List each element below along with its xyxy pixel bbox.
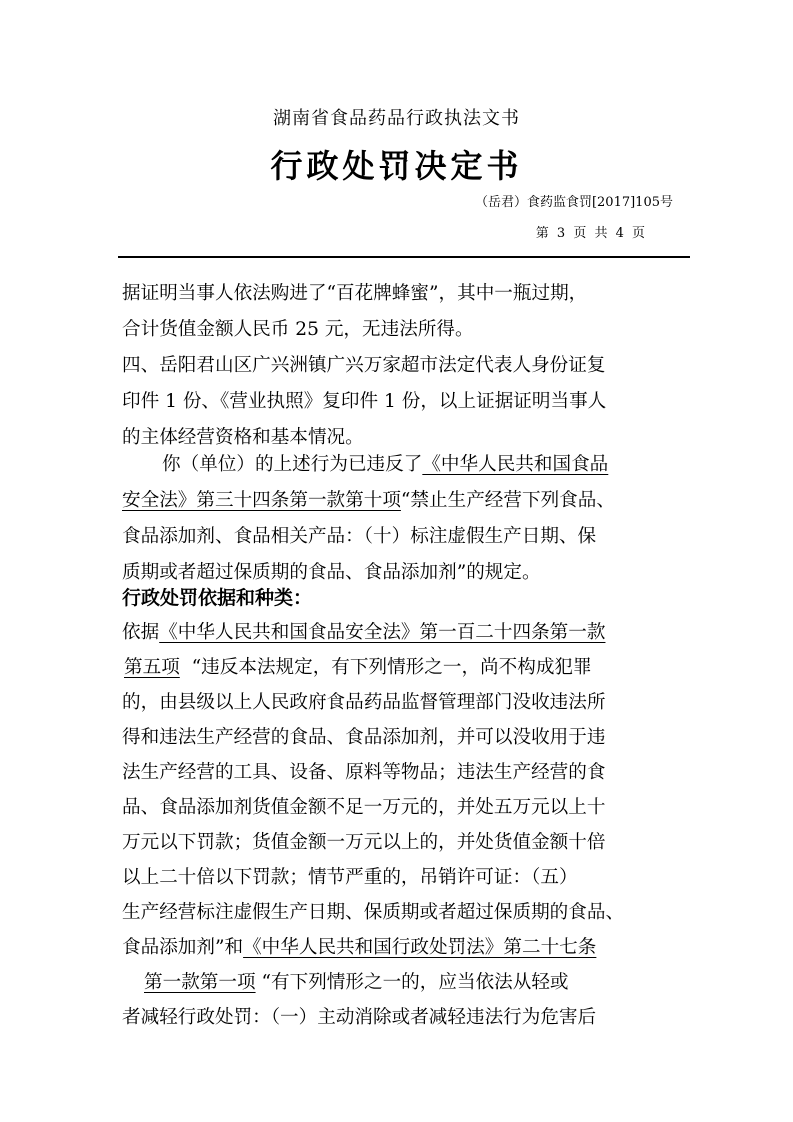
body-text: 依据 [122, 622, 160, 643]
body-line: 者减轻行政处罚：（一）主动消除或者减轻违法行为危害后 [122, 1007, 597, 1028]
document-title: 行政处罚决定书 [270, 147, 523, 185]
law-citation: 《中华人民共和国行政处罚法》第二十七条 [243, 937, 597, 958]
body-line: 四、岳阳君山区广兴洲镇广兴万家超市法定代表人身份证复 [122, 355, 606, 376]
law-citation: 第五项 [124, 657, 180, 678]
body-line: 食品添加剂、食品相关产品：（十）标注虚假生产日期、保 [122, 526, 597, 547]
body-line [122, 930, 596, 966]
body-line: 质期或者超过保质期的食品、食品添加剂”的规定。 [122, 562, 541, 583]
body-line: 得和违法生产经营的食品、食品添加剂，并可以没收用于违 [122, 727, 606, 748]
body-line [144, 965, 569, 1001]
body-text: 食品添加剂”和 [122, 937, 244, 958]
body-line: 以上二十倍以下罚款；情节严重的，吊销许可证：（五） [122, 867, 578, 888]
document-number: （岳君）食药监食罚[2017]105号 [474, 195, 673, 210]
body-line: 据证明当事人依法购进了“百花牌蜂蜜”，其中一瓶过期， [122, 283, 588, 304]
body-line: 万元以下罚款；货值金额一万元以上的，并处货值金额十倍 [122, 832, 606, 853]
document-category-heading: 湖南省食品药品行政执法文书 [273, 108, 520, 129]
body-line [124, 650, 592, 686]
page-indicator: 第 3 页 共 4 页 [535, 226, 645, 241]
body-line [122, 615, 605, 651]
body-line: 法生产经营的工具、设备、原料等物品；违法生产经营的食 [122, 762, 606, 783]
body-line [122, 483, 615, 519]
header-divider [118, 256, 690, 258]
body-text: 你（单位）的上述行为已违反了 [162, 454, 423, 475]
law-citation: 《中华人民共和国食品安全法》第一百二十四条第一款 [159, 622, 606, 643]
body-line: 生产经营标注虚假生产日期、保质期或者超过保质期的食品、 [122, 902, 625, 923]
body-line [162, 447, 608, 483]
law-citation: 第一款第一项 [144, 972, 256, 993]
body-line: 合计货值金额人民币 25 元，无违法所得。 [122, 319, 474, 340]
body-text: “有下列情形之一的，应当依法从轻或 [261, 972, 569, 993]
body-text: “禁止生产经营下列食品、 [400, 490, 615, 511]
body-text: “违反本法规定，有下列情形之一，尚不构成犯罪 [191, 657, 592, 678]
law-citation: 安全法》第三十四条第一款第十项 [122, 490, 401, 511]
body-line: 印件 1 份、《营业执照》复印件 1 份，以上证据证明当事人 [122, 391, 607, 412]
body-line: 品、食品添加剂货值金额不足一万元的，并处五万元以上十 [122, 797, 606, 818]
section-heading: 行政处罚依据和种类： [122, 587, 313, 609]
body-line: 的，由县级以上人民政府食品药品监督管理部门没收违法所 [122, 692, 606, 713]
law-citation: 《中华人民共和国食品 [422, 454, 609, 475]
body-line: 的主体经营资格和基本情况。 [122, 427, 364, 448]
